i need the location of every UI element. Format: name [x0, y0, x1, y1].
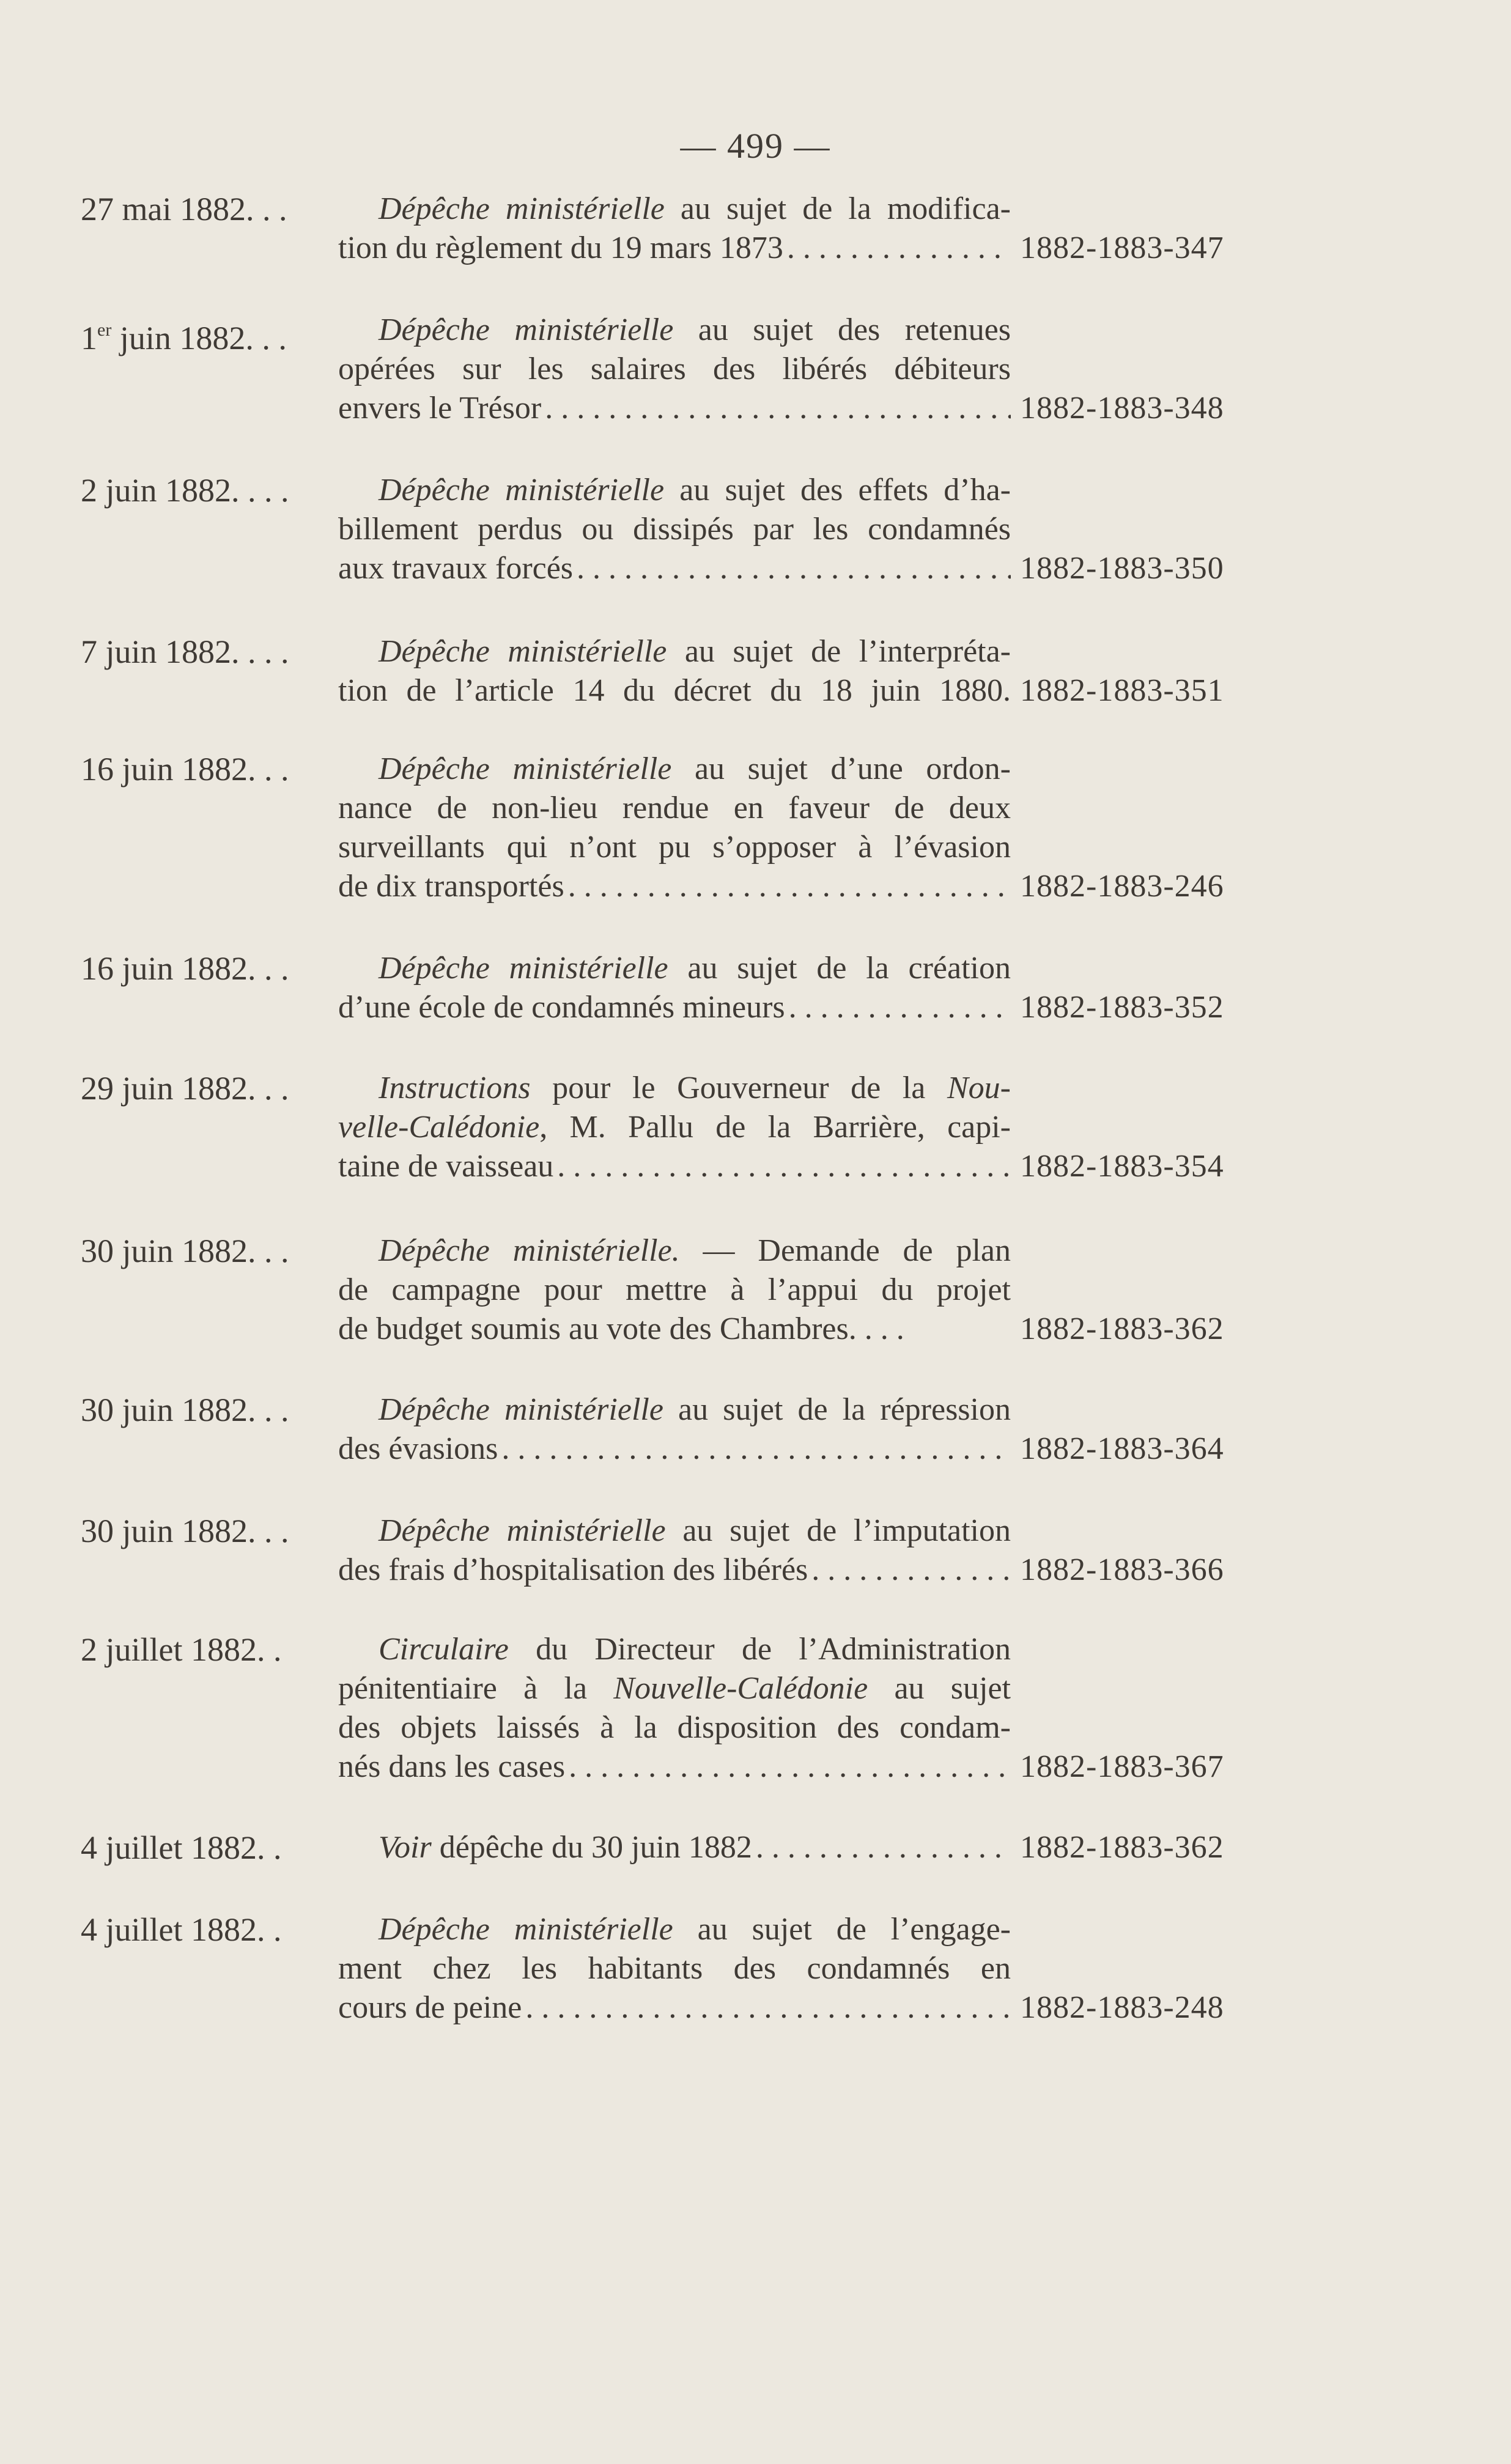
- entry-line: opérées sur les salaires des libérés débiteurs: [338, 352, 1011, 386]
- entry-date: 4 juillet 1882. .: [81, 1911, 282, 1948]
- entry-date: 16 juin 1882. . .: [81, 751, 289, 788]
- entry-date: 16 juin 1882. . .: [81, 950, 289, 987]
- entry-line: Dépêche ministérielle au sujet de la modifica-: [379, 191, 1011, 226]
- entry-line: tion du règlement du 19 mars 1873 . . .: [338, 229, 1011, 268]
- entry-line: Voir dépêche du 30 juin 1882 . . .: [338, 1828, 1011, 1867]
- entry-line: Dépêche ministérielle au sujet d’une ordon-: [379, 751, 1011, 786]
- entry-line: Dépêche ministérielle au sujet des retenues: [379, 312, 1011, 347]
- entry-reference: 1882-1883-347: [1020, 231, 1224, 265]
- entry-line: ment chez les habitants des condamnés en: [338, 1951, 1011, 1986]
- entry-date: 30 juin 1882. . .: [81, 1392, 289, 1428]
- entry-line: Dépêche ministérielle au sujet de l’interpréta-: [379, 634, 1011, 669]
- entry-line: billement perdus ou dissipés par les condamnés: [338, 512, 1011, 547]
- entry-line: velle-Calédonie, M. Pallu de la Barrière, capi-: [338, 1110, 1011, 1145]
- entry-description: [338, 750, 1011, 906]
- entry-date: 29 juin 1882. . .: [81, 1070, 289, 1107]
- entry-line: des frais d’hospitalisation des libérés . . .: [338, 1551, 1011, 1590]
- entry-line: tion de l’article 14 du décret du 18 juin 1880.: [338, 673, 1011, 708]
- entry-description: [338, 1630, 1011, 1787]
- entry-line: nés dans les cases . . .: [338, 1747, 1011, 1787]
- entry-date: 30 juin 1882. . .: [81, 1233, 289, 1269]
- entry-line: envers le Trésor . . .: [338, 389, 1011, 428]
- entry-date: 1er juin 1882. . .: [81, 320, 287, 356]
- entry-line: taine de vaisseau . . .: [338, 1147, 1011, 1186]
- entry-description: [338, 1069, 1011, 1186]
- entry-reference: 1882-1883-367: [1020, 1749, 1224, 1784]
- entry-line: cours de peine . . .: [338, 1988, 1011, 2027]
- entry-line: Instructions pour le Gouverneur de la Nou-: [379, 1071, 1011, 1105]
- entry-reference: 1882-1883-246: [1020, 869, 1224, 904]
- entry-reference: 1882-1883-351: [1020, 673, 1224, 708]
- entry-reference: 1882-1883-352: [1020, 990, 1224, 1025]
- entry-description: [338, 1390, 1011, 1469]
- entry-line: Dépêche ministérielle au sujet des effets d’ha-: [379, 473, 1011, 507]
- entry-reference: 1882-1883-362: [1020, 1311, 1224, 1346]
- entry-reference: 1882-1883-362: [1020, 1830, 1224, 1865]
- entry-description: [338, 471, 1011, 588]
- entry-description: [338, 949, 1011, 1027]
- entry-description: [338, 311, 1011, 428]
- entry-line: de dix transportés . . .: [338, 867, 1011, 906]
- entry-description: [338, 190, 1011, 268]
- entry-line: des objets laissés à la disposition des condam-: [338, 1710, 1011, 1745]
- entry-line: nance de non-lieu rendue en faveur de deux: [338, 791, 1011, 825]
- entry-date: 7 juin 1882. . . .: [81, 633, 289, 670]
- entry-reference: 1882-1883-248: [1020, 1990, 1224, 2025]
- entry-line: Dépêche ministérielle. — Demande de plan: [379, 1233, 1011, 1268]
- entry-date: 2 juillet 1882. .: [81, 1631, 282, 1668]
- entry-date: 30 juin 1882. . .: [81, 1513, 289, 1549]
- entry-description: [338, 632, 1011, 710]
- entry-reference: 1882-1883-350: [1020, 551, 1224, 586]
- entry-description: [338, 1231, 1011, 1349]
- entry-line: aux travaux forcés . . .: [338, 549, 1011, 588]
- entry-line: Dépêche ministérielle au sujet de la répression: [379, 1392, 1011, 1427]
- entry-date: 27 mai 1882. . .: [81, 191, 287, 227]
- entry-line: des évasions . . .: [338, 1429, 1011, 1469]
- entry-line: Dépêche ministérielle au sujet de l’imputation: [379, 1513, 1011, 1548]
- entry-line: Dépêche ministérielle au sujet de la création: [379, 951, 1011, 986]
- entry-reference: 1882-1883-354: [1020, 1149, 1224, 1184]
- entry-line: de budget soumis au vote des Chambres. . . .: [338, 1311, 904, 1346]
- entry-line: d’une école de condamnés mineurs . . .: [338, 988, 1011, 1027]
- entry-line: pénitentiaire à la Nouvelle-Calédonie au sujet: [338, 1671, 1011, 1706]
- entry-description: [338, 1511, 1011, 1590]
- entry-description: [338, 1828, 1011, 1867]
- entry-line: Circulaire du Directeur de l’Administration: [379, 1632, 1011, 1667]
- entry-reference: 1882-1883-364: [1020, 1431, 1224, 1466]
- page-number: — 499 —: [680, 126, 831, 166]
- entry-line: Dépêche ministérielle au sujet de l’engage-: [379, 1912, 1011, 1947]
- entry-description: [338, 1910, 1011, 2027]
- entry-reference: 1882-1883-366: [1020, 1552, 1224, 1587]
- entry-line: surveillants qui n’ont pu s’opposer à l’évasion: [338, 830, 1011, 865]
- entry-line: de campagne pour mettre à l’appui du projet: [338, 1272, 1011, 1307]
- entry-reference: 1882-1883-348: [1020, 391, 1224, 426]
- entry-date: 2 juin 1882. . . .: [81, 472, 289, 509]
- entry-date: 4 juillet 1882. .: [81, 1829, 282, 1866]
